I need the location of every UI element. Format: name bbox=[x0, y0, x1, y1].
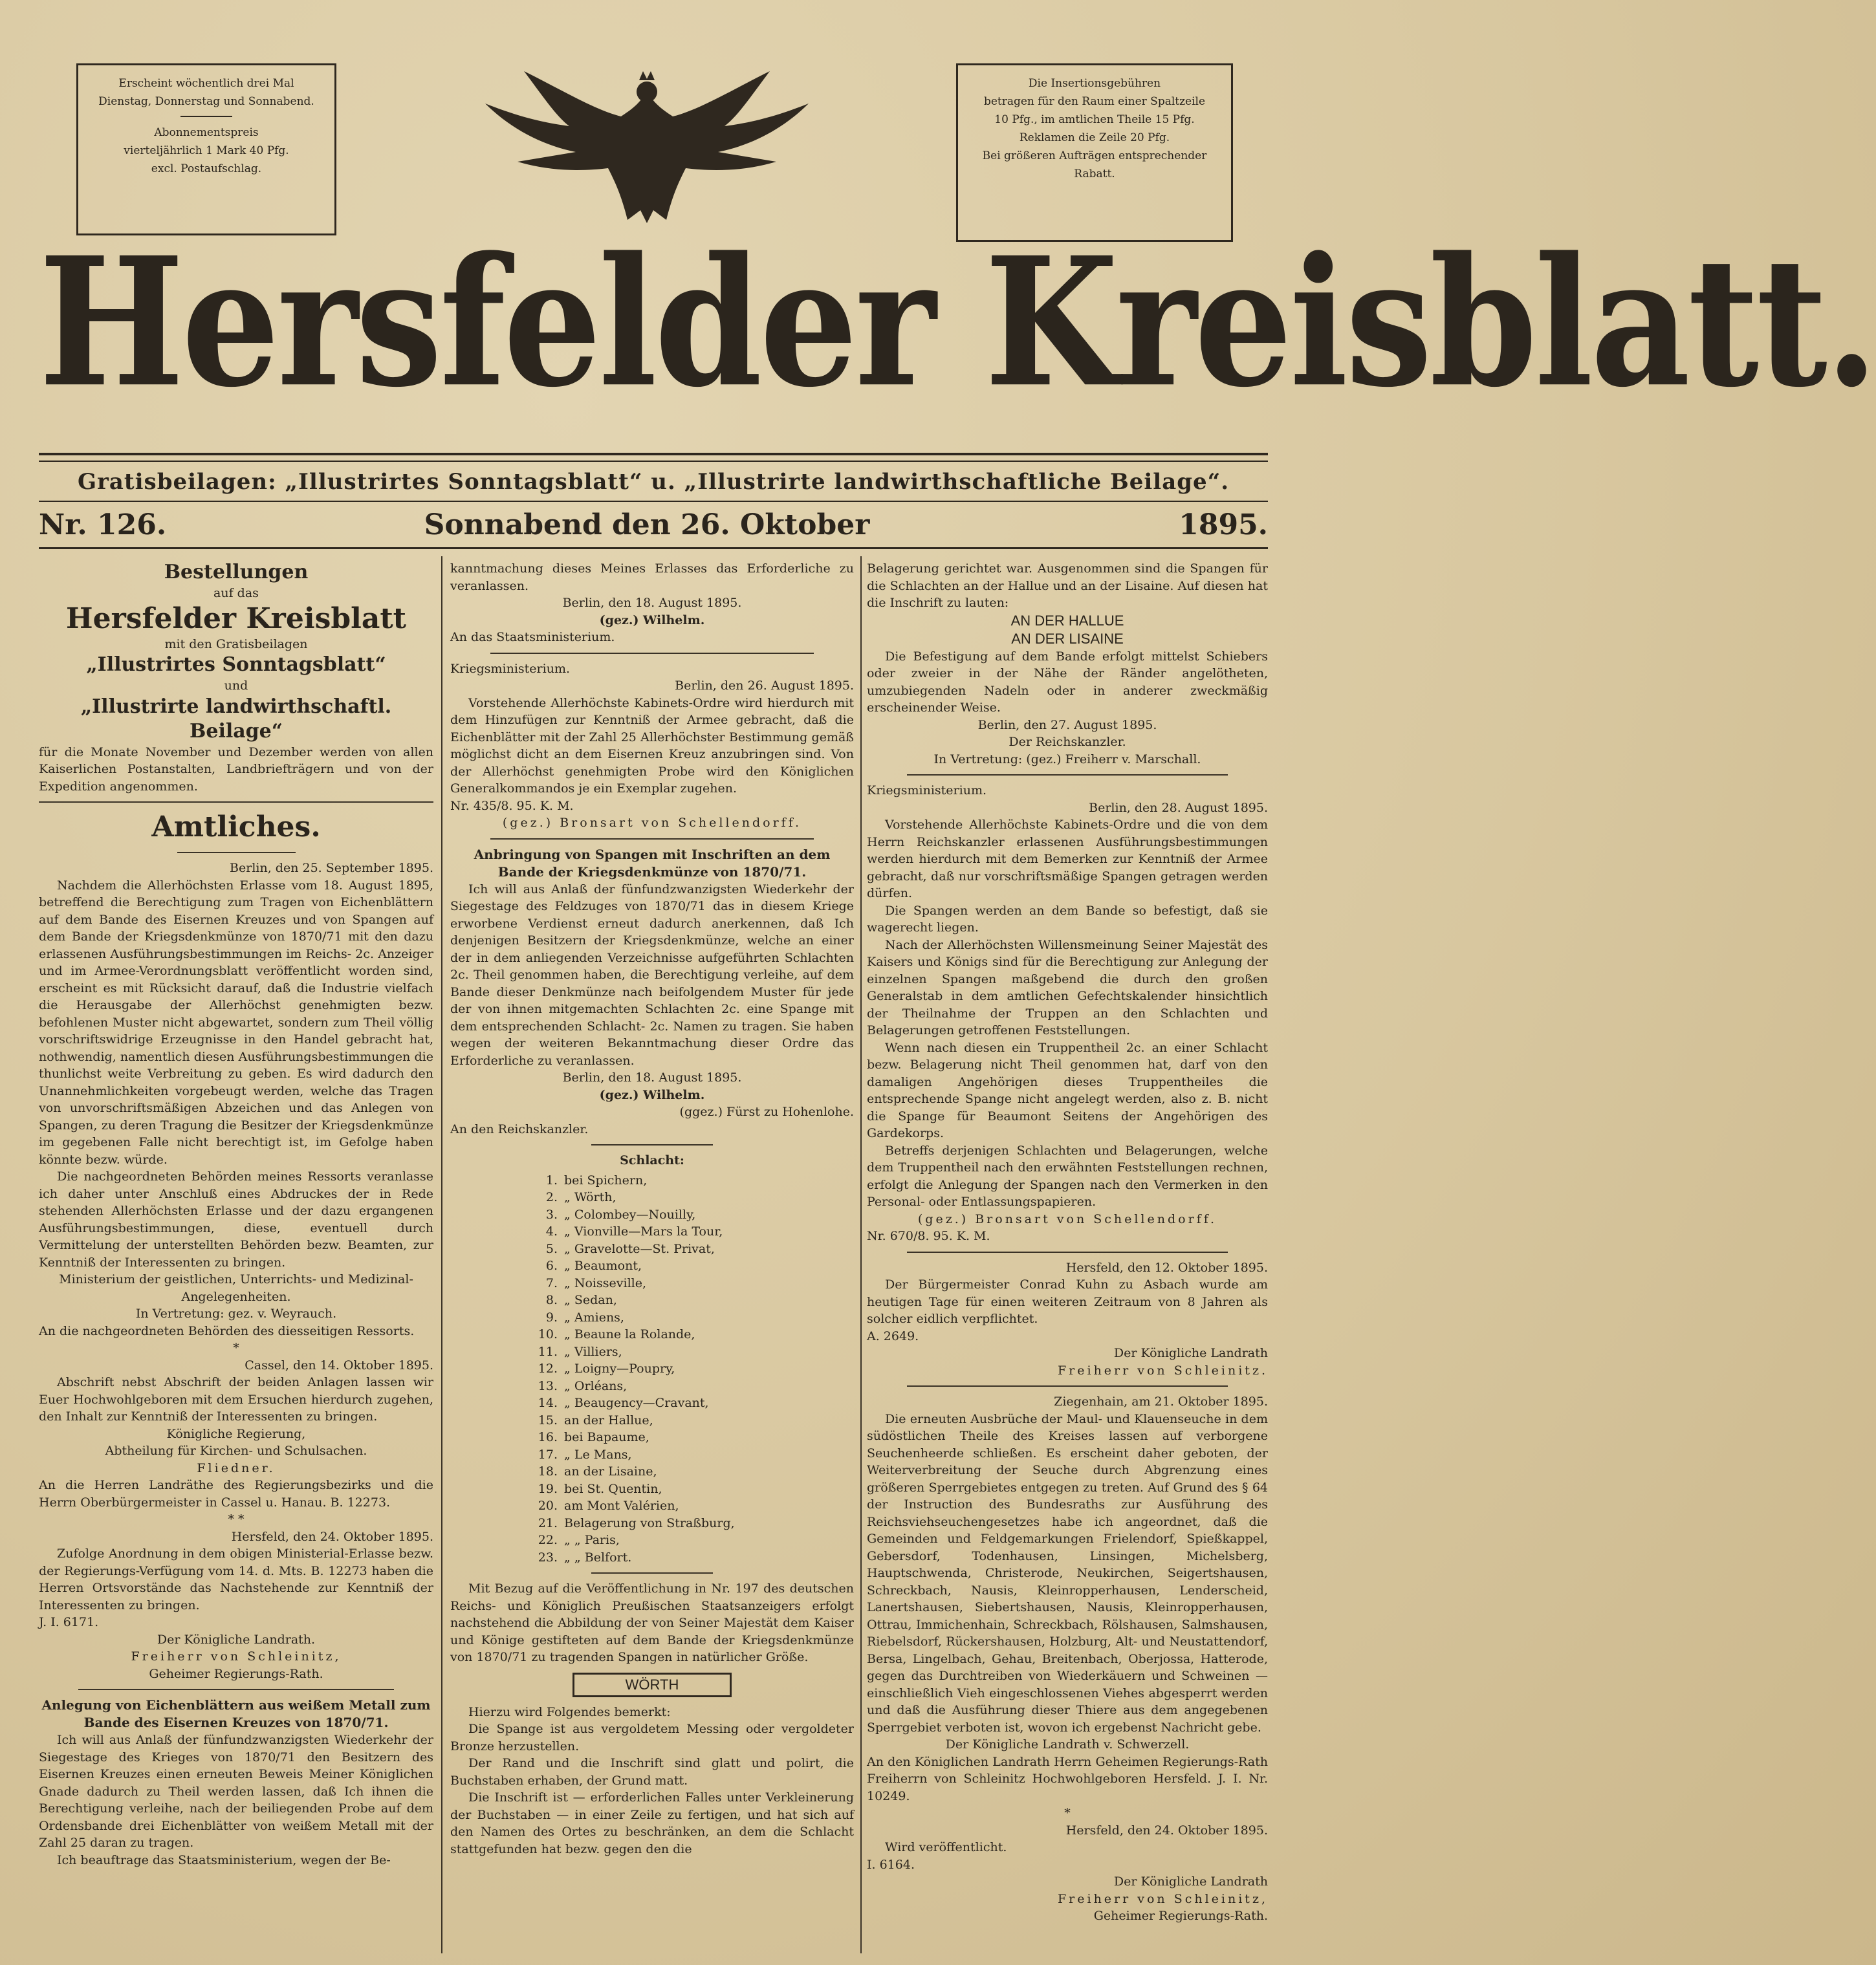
list-item bbox=[528, 1206, 854, 1224]
article-text: Wenn nach diesen ein Truppentheil 2c. an einer Schlacht bezw. Belagerung nicht Theil genommen hat, darf von den damaligen Angehörigen dieses Truppentheiles die entsprechende Spange nicht angelegt werden, also z. B. nicht die Spange für Beaumont Seitens der Angehörigen des Gardekorps. bbox=[867, 1040, 1268, 1140]
list-item bbox=[528, 1326, 854, 1343]
box-line: Dienstag, Donnerstag und Sonnabend. bbox=[98, 95, 314, 108]
article-text: Hierzu wird Folgendes bemerkt: bbox=[468, 1704, 671, 1719]
article-text: Nach der Allerhöchsten Willensmeinung Seiner Majestät des Kaisers und Königs sind für die Berechtigung zur Anlegung der einzelnen Spangen maßgebend die durch den großen Generalstab in dem amtlichen Gefechtskalender hinsichtlich der Theilnahme der Truppen an den Schlachten und Belagerungen getroffenen Feststellungen. bbox=[867, 937, 1268, 1037]
list-number: 8. bbox=[545, 1293, 558, 1307]
reference: Nr. 670/8. 95. K. M. bbox=[867, 1229, 990, 1243]
list-item bbox=[528, 1378, 854, 1395]
list-text: „ Orléans, bbox=[564, 1378, 627, 1393]
list-text: „ Gravelotte—St. Privat, bbox=[564, 1241, 715, 1256]
box-line: vierteljährlich 1 Mark 40 Pfg. bbox=[124, 144, 289, 157]
divider bbox=[490, 838, 813, 840]
article-text: Wird veröffentlicht. bbox=[885, 1840, 1007, 1854]
reference: Nr. 435/8. 95. K. M. bbox=[450, 798, 574, 813]
clasp-inscription: AN DER LISAINE bbox=[1011, 630, 1124, 647]
separator-star: * bbox=[1064, 1806, 1071, 1820]
list-item bbox=[528, 1497, 854, 1515]
list-number: 16. bbox=[538, 1430, 558, 1444]
list-number: 17. bbox=[538, 1447, 558, 1462]
list-text: Belagerung von Straßburg, bbox=[564, 1515, 735, 1530]
box-line: betragen für den Raum einer Spaltzeile bbox=[983, 95, 1206, 108]
article-text: Nachdem die Allerhöchsten Erlasse vom 18. August 1895, betreffend die Berechtigung zum Tragen von Eichenblättern auf dem Bande des Eisernen Kreuzes und von Spangen auf dem Bande der Kriegsdenkmünze von 1870/71 mit den dazu erlassenen Ausführungsbestimmungen im Reichs- 2c. Anzeiger und im Armee-Verordnungsblatt veröffentlicht worden sind, erscheint es mit Rücksicht darauf, daß die Industrie vielfach die Herausgabe der Allerhöchst genehmigten bezw. befohlenen Muster nicht abgewartet, sondern zum Theil völlig vorschriftswidrige Erzeugnisse in den Handel gebracht hat, nothwendig, namentlich diesen Ausführungsbestimmungen die thunlichst weite Verbreitung zu geben. Es wird dadurch den Unannehmlichkeiten vorgebeugt werden, welche das Tragen von unvorschriftsmäßigen Abzeichen und das Anlegen von Spangen, zu deren Tragung die Besitzer der Kriegsdenkmünze im gegebenen Falle nicht berechtigt ist, im Gefolge haben könnte bezw. würde. bbox=[39, 878, 433, 1167]
article-date: Berlin, den 18. August 1895. bbox=[562, 1070, 742, 1085]
article-text: Vorstehende Allerhöchste Kabinets-Ordre wird hierdurch mit dem Hinzufügen zur Kenntniß der Armee gebracht, daß die Eichenblätter mit der Zahl 25 Allerhöchster Bestimmung gemäß möglichst dicht an dem Eisernen Kreuz anzubringen sind. Von der Allerhöchst genehmigten Probe wird den Königlichen Generalkommandos je ein Exemplar zugehen. bbox=[450, 695, 854, 796]
list-text: „ Sedan, bbox=[564, 1293, 617, 1307]
list-number: 22. bbox=[538, 1533, 558, 1547]
list-text: „ Colombey—Nouilly, bbox=[564, 1207, 696, 1222]
addressee: An den Königlichen Landrath Herrn Geheimen Regierungs-Rath Freiherrn von Schleinitz Hochwohlgeboren Hersfeld. J. I. Nr. 10249. bbox=[867, 1754, 1268, 1803]
list-item bbox=[528, 1172, 854, 1189]
signature: In Vertretung: gez. v. Weyrauch. bbox=[135, 1307, 337, 1321]
list-text: „ Beaumont, bbox=[564, 1259, 642, 1273]
list-number: 23. bbox=[538, 1550, 558, 1565]
order-supplement: „Illustrirtes Sonntagsblatt“ bbox=[86, 653, 386, 676]
article-text: Die Spangen werden an dem Bande so befestigt, daß sie wagerecht liegen. bbox=[867, 903, 1268, 935]
clasp-inscription: AN DER HALLUE bbox=[1010, 612, 1124, 629]
article-date: Hersfeld, den 24. Oktober 1895. bbox=[1065, 1823, 1268, 1838]
article-text: Betreffs derjenigen Schlachten und Belagerungen, welche dem Truppentheil nach den erwähnten Feststellungen rechnen, erfolgt die Anlegung der Spangen nach den Vermerken in den Personal- oder Entlassungspapieren. bbox=[867, 1143, 1268, 1209]
article-text: Die nachgeordneten Behörden meines Ressorts veranlasse ich daher unter Anschluß eines Abdruckes der in Rede stehenden Allerhöchsten Erlasse und der dazu ergangenen Ausführungsbestimmungen, diese, eventuell durch Vermittelung der unterstellten Behörden bezw. Beamten, zur Kenntniß der Interessenten zu bringen. bbox=[39, 1169, 433, 1270]
list-item bbox=[528, 1549, 854, 1567]
column-right bbox=[867, 560, 1268, 1925]
divider bbox=[591, 1144, 712, 1145]
signature: (gez.) Wilhelm. bbox=[599, 1087, 705, 1102]
signature: (gez.) Wilhelm. bbox=[599, 613, 705, 627]
list-item bbox=[528, 1412, 854, 1429]
article-text: Der Rand und die Inschrift sind glatt und polirt, die Buchstaben erhaben, der Grund matt. bbox=[450, 1756, 854, 1788]
reference: J. I. 6171. bbox=[39, 1615, 99, 1629]
divider bbox=[39, 801, 433, 803]
divider bbox=[907, 774, 1228, 776]
box-line: Abonnementspreis bbox=[154, 126, 259, 139]
column-divider bbox=[441, 556, 442, 1953]
article-text: Zufolge Anordnung in dem obigen Ministerial-Erlasse bezw. der Regierungs-Verfügung vom 14. d. Mts. B. 12273 haben die Herren Ortsvorstände das Nachstehende zur Kenntniß der Interessenten zu bringen. bbox=[39, 1547, 433, 1612]
list-text: „ „ Paris, bbox=[564, 1533, 620, 1547]
signature: In Vertretung: (gez.) Freiherr v. Marschall. bbox=[933, 752, 1201, 766]
article-text: Die Inschrift ist — erforderlichen Falles unter Verkleinerung der Buchstaben — in einer Zeile zu fertigen, und hat sich auf den Namen des Ortes zu beschränken, an dem die Schlacht stattgefunden hat bezw. gegen den die bbox=[450, 1790, 854, 1856]
list-number: 18. bbox=[538, 1464, 558, 1479]
list-text: „ „ Belfort. bbox=[564, 1550, 632, 1565]
list-text: „ Beaune la Rolande, bbox=[564, 1327, 695, 1341]
article-heading: Anbringung von Spangen mit Inschriften an dem Bande der Kriegsdenkmünze von 1870/71. bbox=[474, 846, 831, 880]
article-text: Ich will aus Anlaß der fünfundzwanzigsten Wiederkehr der Siegestage des Krieges von 1870/71 den Besitzern des Eisernen Kreuzes einen erneuten Beweis Meiner Königlichen Gnade dadurch zu Theil werden lassen, daß Ich ihnen die Berechtigung verleihe, nach der beiliegenden Probe auf dem Ordensbande drei Eichenblätter von weißem Metall mit der Zahl 25 daran zu tragen. bbox=[39, 1733, 433, 1850]
article-text: kanntmachung dieses Meines Erlasses das Erforderliche zu veranlassen. bbox=[450, 561, 854, 593]
article-text: Die Befestigung auf dem Bande erfolgt mittelst Schiebers oder zweier in der Nähe der Ränder angelötheten, umzubiegenden Nadeln oder in anderer zweckmäßig erscheinender Weise. bbox=[867, 649, 1268, 715]
list-item bbox=[528, 1241, 854, 1258]
article-text: Ich beauftrage das Staatsministerium, wegen der Be- bbox=[57, 1852, 391, 1867]
article-heading: Anlegung von Eichenblättern aus weißem Metall zum Bande des Eisernen Kreuzes von 1870/71. bbox=[41, 1697, 431, 1730]
article-date: Hersfeld, den 24. Oktober 1895. bbox=[231, 1529, 433, 1544]
signature: Freiherr von Schleinitz. bbox=[1057, 1363, 1268, 1378]
list-number: 15. bbox=[538, 1413, 558, 1428]
signature: Königliche Regierung, bbox=[166, 1426, 306, 1441]
list-text: „ Wörth, bbox=[564, 1190, 616, 1204]
list-number: 9. bbox=[545, 1310, 558, 1325]
article-date: Cassel, den 14. Oktober 1895. bbox=[245, 1358, 433, 1373]
order-title: Hersfelder Kreisblatt bbox=[66, 602, 406, 635]
box-line: Rabatt. bbox=[1074, 168, 1115, 180]
list-text: „ Villiers, bbox=[564, 1344, 622, 1359]
list-number: 14. bbox=[538, 1396, 558, 1410]
order-line: und bbox=[224, 679, 248, 693]
list-text: „ Noisseville, bbox=[564, 1276, 647, 1290]
divider bbox=[490, 653, 813, 654]
list-item bbox=[528, 1275, 854, 1292]
signature: (gez.) Bronsart von Schellendorff. bbox=[502, 816, 802, 830]
list-item bbox=[528, 1395, 854, 1412]
box-line: Erscheint wöchentlich drei Mal bbox=[118, 77, 294, 90]
addressee: An die nachgeordneten Behörden des diesseitigen Ressorts. bbox=[39, 1323, 415, 1338]
signature: Geheimer Regierungs-Rath. bbox=[1093, 1909, 1268, 1923]
list-number: 20. bbox=[538, 1499, 558, 1513]
article-text: Vorstehende Allerhöchste Kabinets-Ordre und die von dem Herrn Reichskanzler erlassenen Ausführungsbestimmungen werden hierdurch mit dem Bemerken zur Kenntniß der Armee gebracht, daß nur vorschriftsmäßige Spangen getragen werden dürfen. bbox=[867, 818, 1268, 900]
column-left bbox=[39, 560, 433, 1869]
list-number: 11. bbox=[538, 1344, 558, 1359]
divider bbox=[177, 852, 296, 853]
list-number: 10. bbox=[538, 1327, 558, 1341]
signature: Fliedner. bbox=[197, 1460, 276, 1475]
addressee: An den Reichskanzler. bbox=[450, 1122, 589, 1136]
supplements-line: Gratisbeilagen: „Illustrirtes Sonntagsblatt“ u. „Illustrirte landwirthschaftliche Beilage“. bbox=[77, 469, 1230, 495]
list-text: bei St. Quentin, bbox=[564, 1481, 662, 1496]
battles-list bbox=[528, 1172, 854, 1567]
separator-star: * * bbox=[228, 1512, 245, 1526]
article-text: Die erneuten Ausbrüche der Maul- und Klauenseuche in dem südöstlichen Theile des Kreises lassen auf verborgene Seuchenheerde schließen. Es erscheint daher geboten, der Weiterverbreitung der Seuche durch Abgrenzung eines größeren Sperrgebietes entgegen zu treten. Auf Grund des § 64 der Instruction des Bundesraths zur Ausführung des Reichsviehseuchengesetzes habe ich angeordnet, daß die Gemeinden und Feldgemarkungen Frielendorf, Spießkappel, Gebersdorf, Todenhausen, Linsingen, Michelsberg, Hauptschwenda, Christerode, Neukirchen, Seigertshausen, Schreckbach, Nausis, Kleinropperhausen, Lenderscheid, Lanertshausen, Siebertshausen, Nausis, Kleinropperhausen, Ottrau, Immichenhain, Schreckbach, Rölshausen, Salmshausen, Riebelsdorf, Rückershausen, Holzburg, Alt- und Neustattendorf, Bersa, Lingelbach, Gehau, Breitenbach, Oberjossa, Hatterode, gegen das Durchtreiben von Wiederkäuern und Schweinen — einschließlich Vieh eingeschlossenen Viehes abgesperrt werden und daß die Ausführung dieser Thiere aus dem angegebenen Sperrgebiet verboten ist, wovon ich ergebenst Nachricht gebe. bbox=[867, 1411, 1268, 1735]
order-heading: Bestellungen bbox=[164, 561, 309, 583]
article-date: Hersfeld, den 12. Oktober 1895. bbox=[1065, 1260, 1268, 1275]
list-item bbox=[528, 1223, 854, 1241]
list-item bbox=[528, 1257, 854, 1275]
box-line: 10 Pfg., im amtlichen Theile 15 Pfg. bbox=[994, 113, 1195, 126]
box-line: Reklamen die Zeile 20 Pfg. bbox=[1019, 131, 1170, 144]
addressee: An das Staatsministerium. bbox=[450, 630, 615, 644]
article-text: Der Bürgermeister Conrad Kuhn zu Asbach wurde am heutigen Tage für einen weiteren Zeitraum von 8 Jahren als solcher eidlich verpflichtet. bbox=[867, 1277, 1268, 1326]
reference: I. 6164. bbox=[867, 1857, 915, 1872]
signature: Freiherr von Schleinitz, bbox=[131, 1649, 342, 1664]
column-middle bbox=[450, 560, 854, 1858]
clasp-sample: WÖRTH bbox=[573, 1673, 732, 1697]
list-number: 7. bbox=[545, 1276, 558, 1290]
list-item bbox=[528, 1429, 854, 1446]
list-item bbox=[528, 1463, 854, 1481]
article-date: Ziegenhain, am 21. Oktober 1895. bbox=[1054, 1395, 1268, 1409]
list-text: „ Beaugency—Cravant, bbox=[564, 1396, 709, 1410]
order-supplement: „Illustrirte landwirthschaftl. Beilage“ bbox=[80, 695, 392, 743]
article-dept: Kriegsministerium. bbox=[867, 783, 987, 798]
list-text: bei Bapaume, bbox=[564, 1430, 649, 1444]
list-number: 5. bbox=[545, 1241, 558, 1256]
order-text: für die Monate November und Dezember werden von allen Kaiserlichen Postanstalten, Landbriefträgern und von der Expedition angenommen. bbox=[39, 744, 433, 794]
order-line: mit den Gratisbeilagen bbox=[164, 636, 308, 651]
divider bbox=[78, 1689, 394, 1690]
list-number: 6. bbox=[545, 1259, 558, 1273]
list-text: „ Loigny—Poupry, bbox=[564, 1362, 675, 1376]
article-text: Die Spange ist aus vergoldetem Messing oder vergoldeter Bronze herzustellen. bbox=[450, 1722, 854, 1753]
signature: Abtheilung für Kirchen- und Schulsachen. bbox=[105, 1444, 367, 1458]
list-item bbox=[528, 1292, 854, 1309]
article-date: Berlin, den 18. August 1895. bbox=[562, 596, 742, 610]
list-text: „ Vionville—Mars la Tour, bbox=[564, 1224, 723, 1239]
article-date: Berlin, den 26. August 1895. bbox=[675, 679, 854, 693]
list-text: „ Le Mans, bbox=[564, 1447, 632, 1462]
article-text: Abschrift nebst Abschrift der beiden Anlagen lassen wir Euer Hochwohlgeboren mit dem Ersuchen hierdurch zugehen, den Inhalt zur Kenntniß der Interessenten zu bringen. bbox=[39, 1375, 433, 1424]
eagle-emblem-icon bbox=[446, 65, 847, 226]
article-text: Belagerung gerichtet war. Ausgenommen sind die Spangen für die Schlachten an der Hallue und an der Lisaine. Auf diesen hat die Inschrift zu lauten: bbox=[867, 561, 1268, 610]
signature: Der Königliche Landrath bbox=[1113, 1874, 1268, 1889]
box-line: Bei größeren Aufträgen entsprechender bbox=[982, 149, 1207, 162]
list-text: am Mont Valérien, bbox=[564, 1499, 679, 1513]
signature: Ministerium der geistlichen, Unterrichts- und Medizinal-Angelegenheiten. bbox=[59, 1272, 413, 1304]
signature: Freiherr von Schleinitz, bbox=[1057, 1891, 1268, 1906]
reference: A. 2649. bbox=[867, 1329, 919, 1343]
list-number: 2. bbox=[545, 1190, 558, 1204]
divider bbox=[907, 1252, 1228, 1253]
divider bbox=[39, 461, 1268, 462]
list-item bbox=[528, 1343, 854, 1361]
list-text: an der Lisaine, bbox=[564, 1464, 657, 1479]
issue-number: Nr. 126. bbox=[39, 508, 167, 541]
article-date: Berlin, den 25. September 1895. bbox=[230, 861, 433, 875]
issue-date: Sonnabend den 26. Oktober bbox=[424, 508, 870, 541]
signature: Der Reichskanzler. bbox=[1009, 735, 1126, 749]
list-number: 12. bbox=[538, 1362, 558, 1376]
signature: Der Königliche Landrath. bbox=[157, 1632, 316, 1647]
list-number: 19. bbox=[538, 1481, 558, 1496]
column-divider bbox=[860, 556, 862, 1953]
list-text: an der Hallue, bbox=[564, 1413, 653, 1428]
signature: (ggez.) Fürst zu Hohenlohe. bbox=[679, 1105, 854, 1119]
list-text: bei Spichern, bbox=[564, 1173, 648, 1188]
signature: (gez.) Bronsart von Schellendorff. bbox=[917, 1211, 1217, 1226]
list-number: 1. bbox=[545, 1173, 558, 1188]
divider bbox=[39, 547, 1268, 549]
signature: Der Königliche Landrath bbox=[1113, 1346, 1268, 1360]
issue-year: 1895. bbox=[1179, 508, 1268, 541]
list-text: „ Amiens, bbox=[564, 1310, 624, 1325]
masthead-title: Hersfelder Kreisblatt. bbox=[39, 219, 1876, 427]
box-line: Die Insertionsgebühren bbox=[1028, 77, 1161, 90]
box-line: excl. Postaufschlag. bbox=[151, 162, 262, 175]
signature: Der Königliche Landrath v. Schwerzell. bbox=[945, 1737, 1190, 1752]
order-line: auf das bbox=[213, 586, 259, 600]
list-number: 4. bbox=[545, 1224, 558, 1239]
list-item bbox=[528, 1481, 854, 1498]
list-item bbox=[528, 1360, 854, 1378]
divider bbox=[591, 1572, 712, 1574]
list-number: 3. bbox=[545, 1207, 558, 1222]
battles-title: Schlacht: bbox=[620, 1153, 684, 1167]
article-date: Berlin, den 28. August 1895. bbox=[1089, 800, 1268, 815]
list-item bbox=[528, 1532, 854, 1549]
article-text: Ich will aus Anlaß der fünfundzwanzigsten Wiederkehr der Siegestage des Feldzuges von 1870/71 das in diesem Kriege erworbene Verdienst erneut dadurch anerkennen, daß Ich denjenigen Besitzern der Kriegsdenkmünze, welche an einer der in dem anliegenden Verzeichnisse aufgeführten Schlachten 2c. Theil genommen haben, die Berechtigung verleihe, auf dem Bande dieser Denkmünze nach beifolgendem Muster für jede der von ihnen mitgemachten Schlachten 2c. eine Spange mit dem entsprechenden Schlacht- 2c. Namen zu tragen. Sie haben wegen der weiteren Bekanntmachung dieser Ordre das Erforderliche zu veranlassen. bbox=[450, 882, 854, 1068]
signature: Geheimer Regierungs-Rath. bbox=[149, 1666, 323, 1681]
list-number: 13. bbox=[538, 1378, 558, 1393]
article-dept: Kriegsministerium. bbox=[450, 661, 570, 676]
list-item bbox=[528, 1309, 854, 1327]
addressee: An die Herren Landräthe des Regierungsbezirks und die Herrn Oberbürgermeister in Cassel u. Hanau. B. 12273. bbox=[39, 1478, 433, 1510]
list-item bbox=[528, 1189, 854, 1206]
article-text: Mit Bezug auf die Veröffentlichung in Nr. 197 des deutschen Reichs- und Königlich Preußischen Staatsanzeigers erfolgt nachstehend die Abbildung der von Seiner Majestät dem Kaiser und Könige gestifteten auf dem Bande der Kriegsdenkmünze von 1870/71 zu tragenden Spangen in natürlicher Größe. bbox=[450, 1581, 854, 1664]
section-title: Amtliches. bbox=[151, 810, 321, 843]
list-number: 21. bbox=[538, 1515, 558, 1530]
list-item bbox=[528, 1515, 854, 1532]
divider bbox=[180, 116, 232, 117]
divider bbox=[39, 453, 1268, 455]
separator-star: * bbox=[233, 1341, 239, 1355]
article-date: Berlin, den 27. August 1895. bbox=[977, 717, 1157, 732]
list-item bbox=[528, 1446, 854, 1464]
divider bbox=[39, 501, 1268, 502]
divider bbox=[907, 1385, 1228, 1387]
